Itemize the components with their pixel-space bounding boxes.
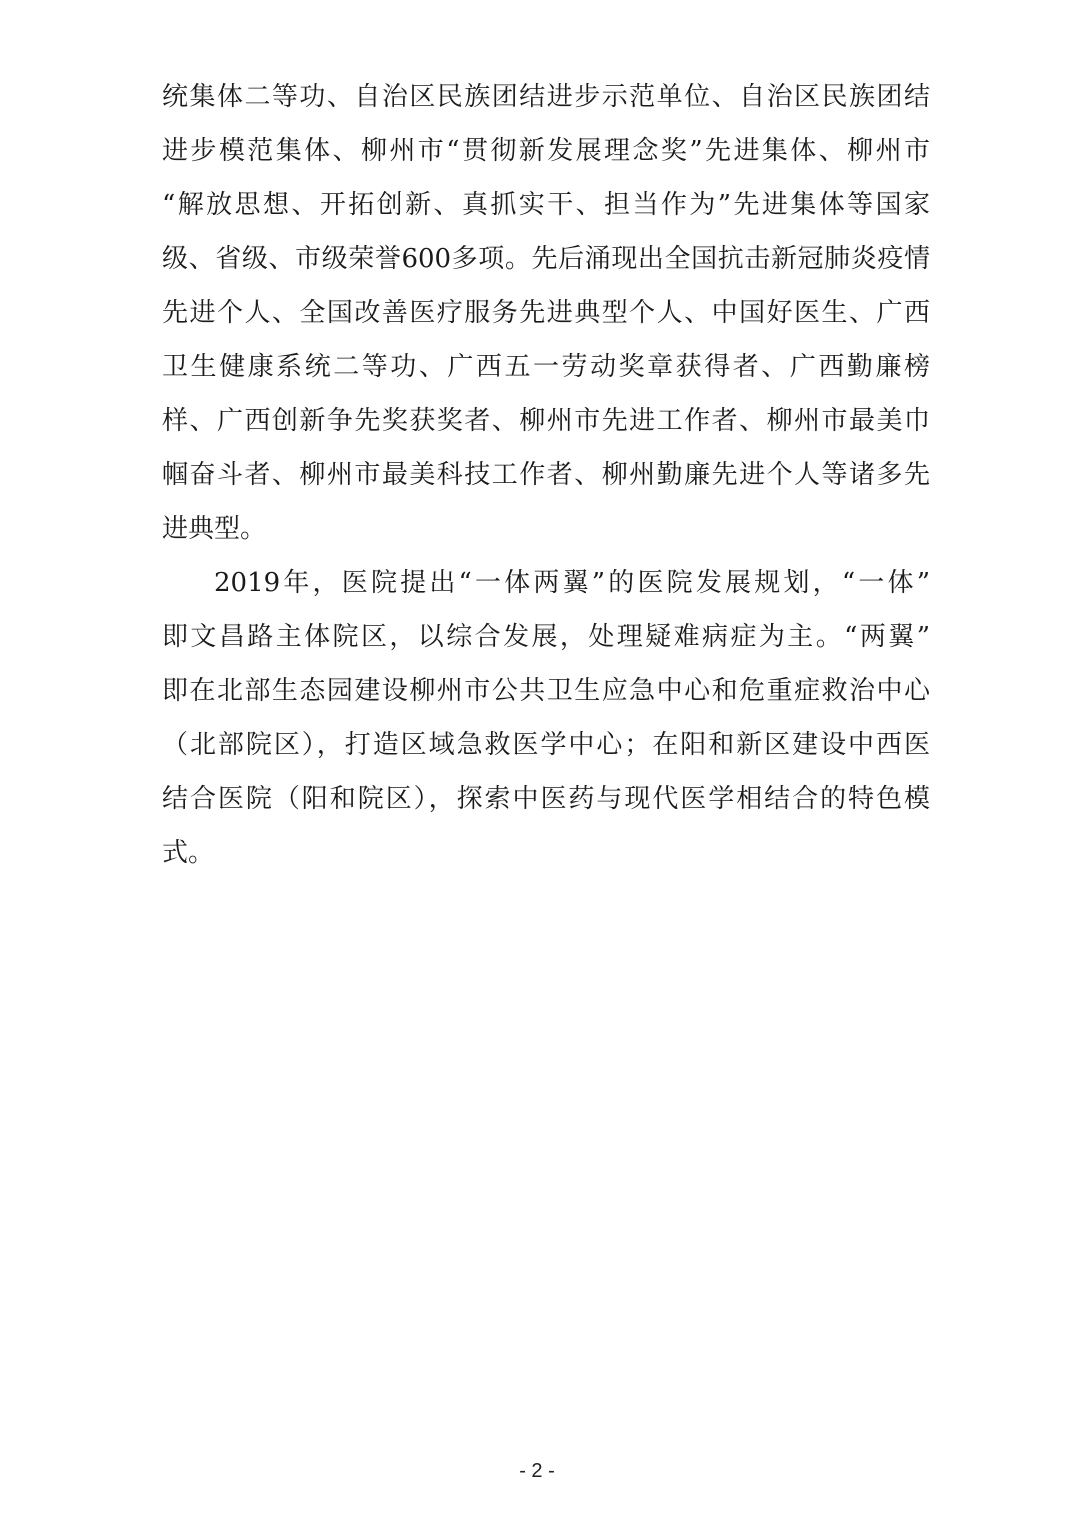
text-line: 结合医院（阳和院区），探索中医药与现代医学相结合的特色模 (162, 784, 930, 814)
text-line-first: 2019年，医院提出“一体两翼”的医院发展规划，“一体” (214, 568, 930, 598)
paragraph-development-plan (162, 556, 930, 880)
body-text (162, 70, 930, 880)
text-line: 卫生健康系统二等功、广西五一劳动奖章获得者、广西勤廉榜 (162, 352, 930, 382)
text-line: 先进个人、全国改善医疗服务先进典型个人、中国好医生、广西 (162, 298, 930, 328)
text-line: 帼奋斗者、柳州市最美科技工作者、柳州勤廉先进个人等诸多先 (162, 460, 930, 490)
text-line-last: 进典型。 (162, 514, 267, 544)
text-line: 统集体二等功、自治区民族团结进步示范单位、自治区民族团结 (162, 82, 930, 112)
paragraph-honors (162, 70, 930, 556)
text-line: 进步模范集体、柳州市“贯彻新发展理念奖”先进集体、柳州市 (162, 136, 930, 166)
text-line: （北部院区），打造区域急救医学中心；在阳和新区建设中西医 (162, 730, 930, 760)
page-number: - 2 - (519, 1460, 555, 1482)
text-line: “解放思想、开拓创新、真抓实干、担当作为”先进集体等国家 (162, 190, 930, 220)
text-line-last: 式。 (162, 838, 215, 868)
text-line: 即在北部生态园建设柳州市公共卫生应急中心和危重症救治中心 (162, 676, 930, 706)
text-line: 级、省级、市级荣誉600多项。先后涌现出全国抗击新冠肺炎疫情 (162, 244, 930, 274)
text-line: 即文昌路主体院区，以综合发展，处理疑难病症为主。“两翼” (162, 622, 930, 652)
text-line: 样、广西创新争先奖获奖者、柳州市先进工作者、柳州市最美巾 (162, 406, 930, 436)
